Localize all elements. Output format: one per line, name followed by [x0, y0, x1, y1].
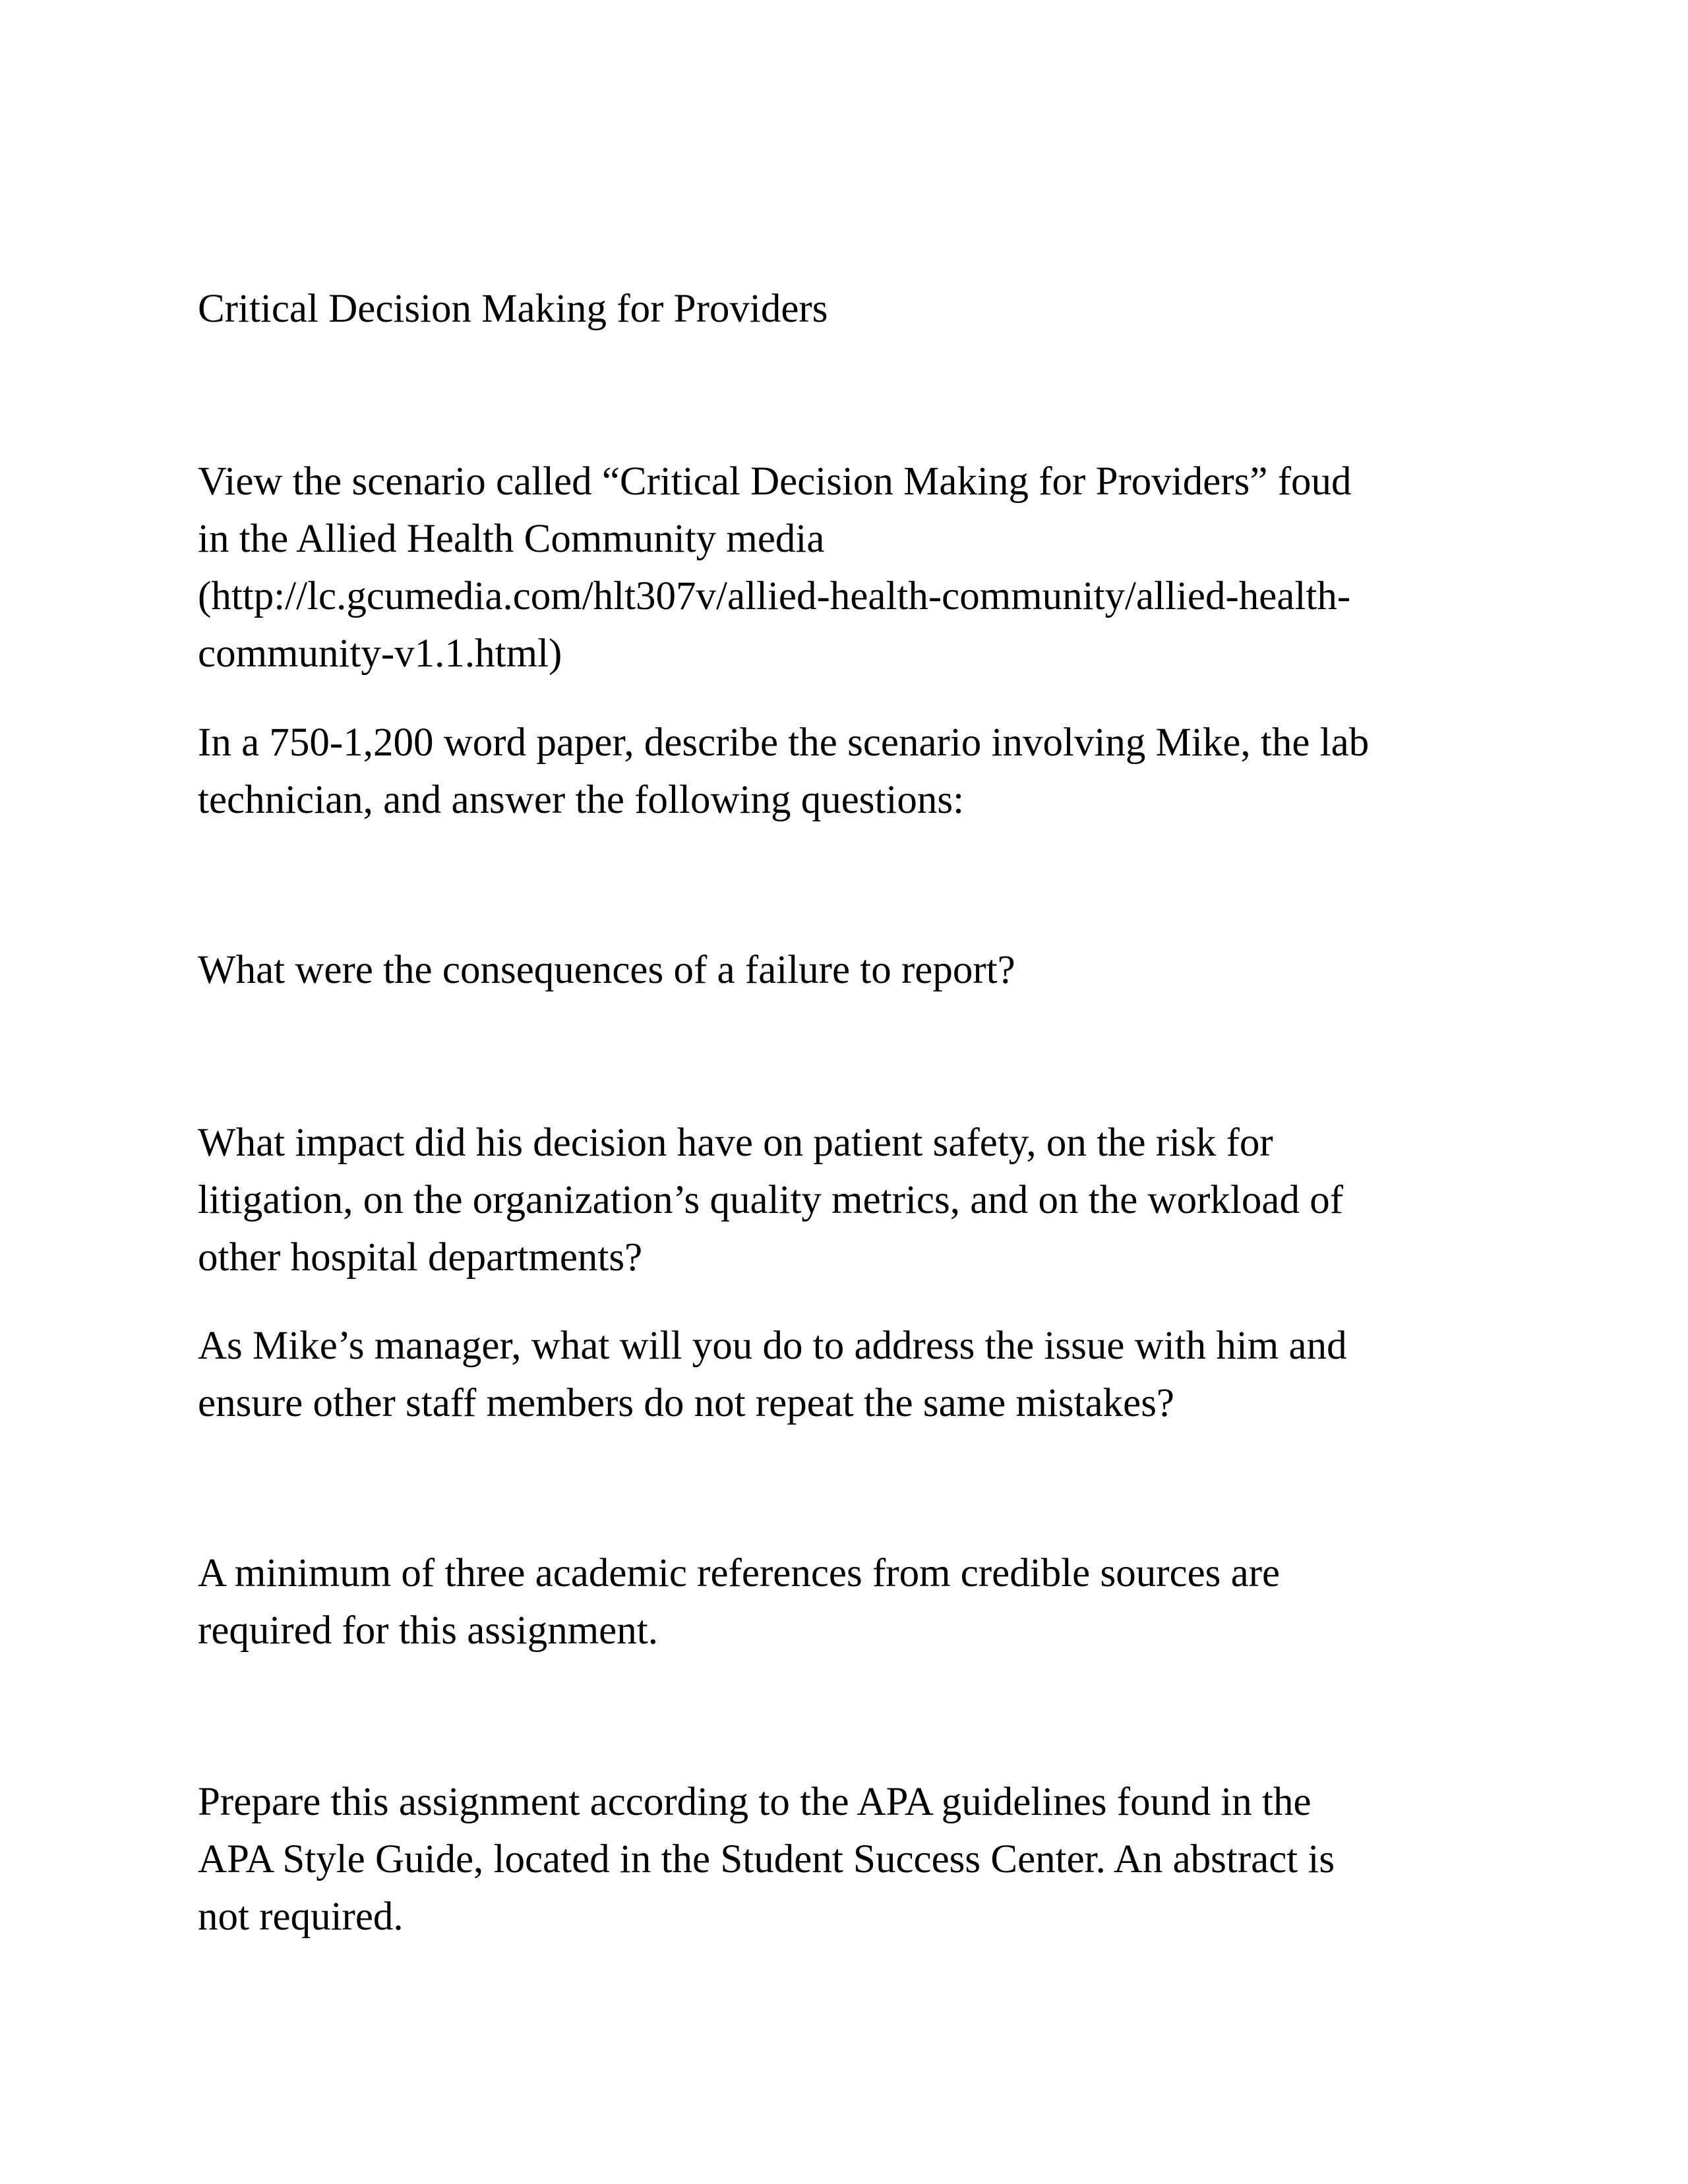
- paragraph-line: technician, and answer the following questions:: [198, 778, 965, 822]
- paragraph-line: litigation, on the organization’s quality metrics, and on the workload of: [198, 1178, 1344, 1222]
- paragraph-line: What impact did his decision have on patient safety, on the risk for: [198, 1121, 1273, 1165]
- paragraph-line: APA Style Guide, located in the Student Success Center. An abstract is: [198, 1837, 1335, 1881]
- paragraph-line: A minimum of three academic references from credible sources are: [198, 1551, 1281, 1595]
- question-3-paragraph: [198, 1317, 1517, 1432]
- intro-paragraph: [198, 714, 1517, 829]
- paragraph-line: in the Allied Health Community media: [198, 517, 825, 561]
- question-1-paragraph: [198, 941, 1517, 999]
- paragraph-line: What were the consequences of a failure to report?: [198, 948, 1015, 992]
- references-paragraph: [198, 1545, 1517, 1659]
- paragraph-line: As Mike’s manager, what will you do to address the issue with him and: [198, 1324, 1347, 1368]
- paragraph-line: not required.: [198, 1895, 404, 1939]
- paragraph-line: In a 750-1,200 word paper, describe the scenario involving Mike, the lab: [198, 721, 1370, 765]
- paragraph-line: (http://lc.gcumedia.com/hlt307v/allied-health-community/allied-health-: [198, 574, 1351, 618]
- document-title: [198, 280, 1517, 338]
- question-2-paragraph: [198, 1114, 1517, 1286]
- apa-guidelines-paragraph: [198, 1773, 1517, 1945]
- paragraph-line: other hospital departments?: [198, 1235, 643, 1280]
- paragraph-line: required for this assignment.: [198, 1608, 658, 1653]
- paragraph-line: community-v1.1.html): [198, 632, 562, 676]
- paragraph-line: ensure other staff members do not repeat the same mistakes?: [198, 1381, 1175, 1425]
- title-line: Critical Decision Making for Providers: [198, 287, 828, 331]
- paragraph-line: View the scenario called “Critical Decision Making for Providers” foud: [198, 459, 1352, 504]
- paragraph-line: Prepare this assignment according to the APA guidelines found in the: [198, 1780, 1311, 1824]
- view-scenario-paragraph: [198, 453, 1517, 682]
